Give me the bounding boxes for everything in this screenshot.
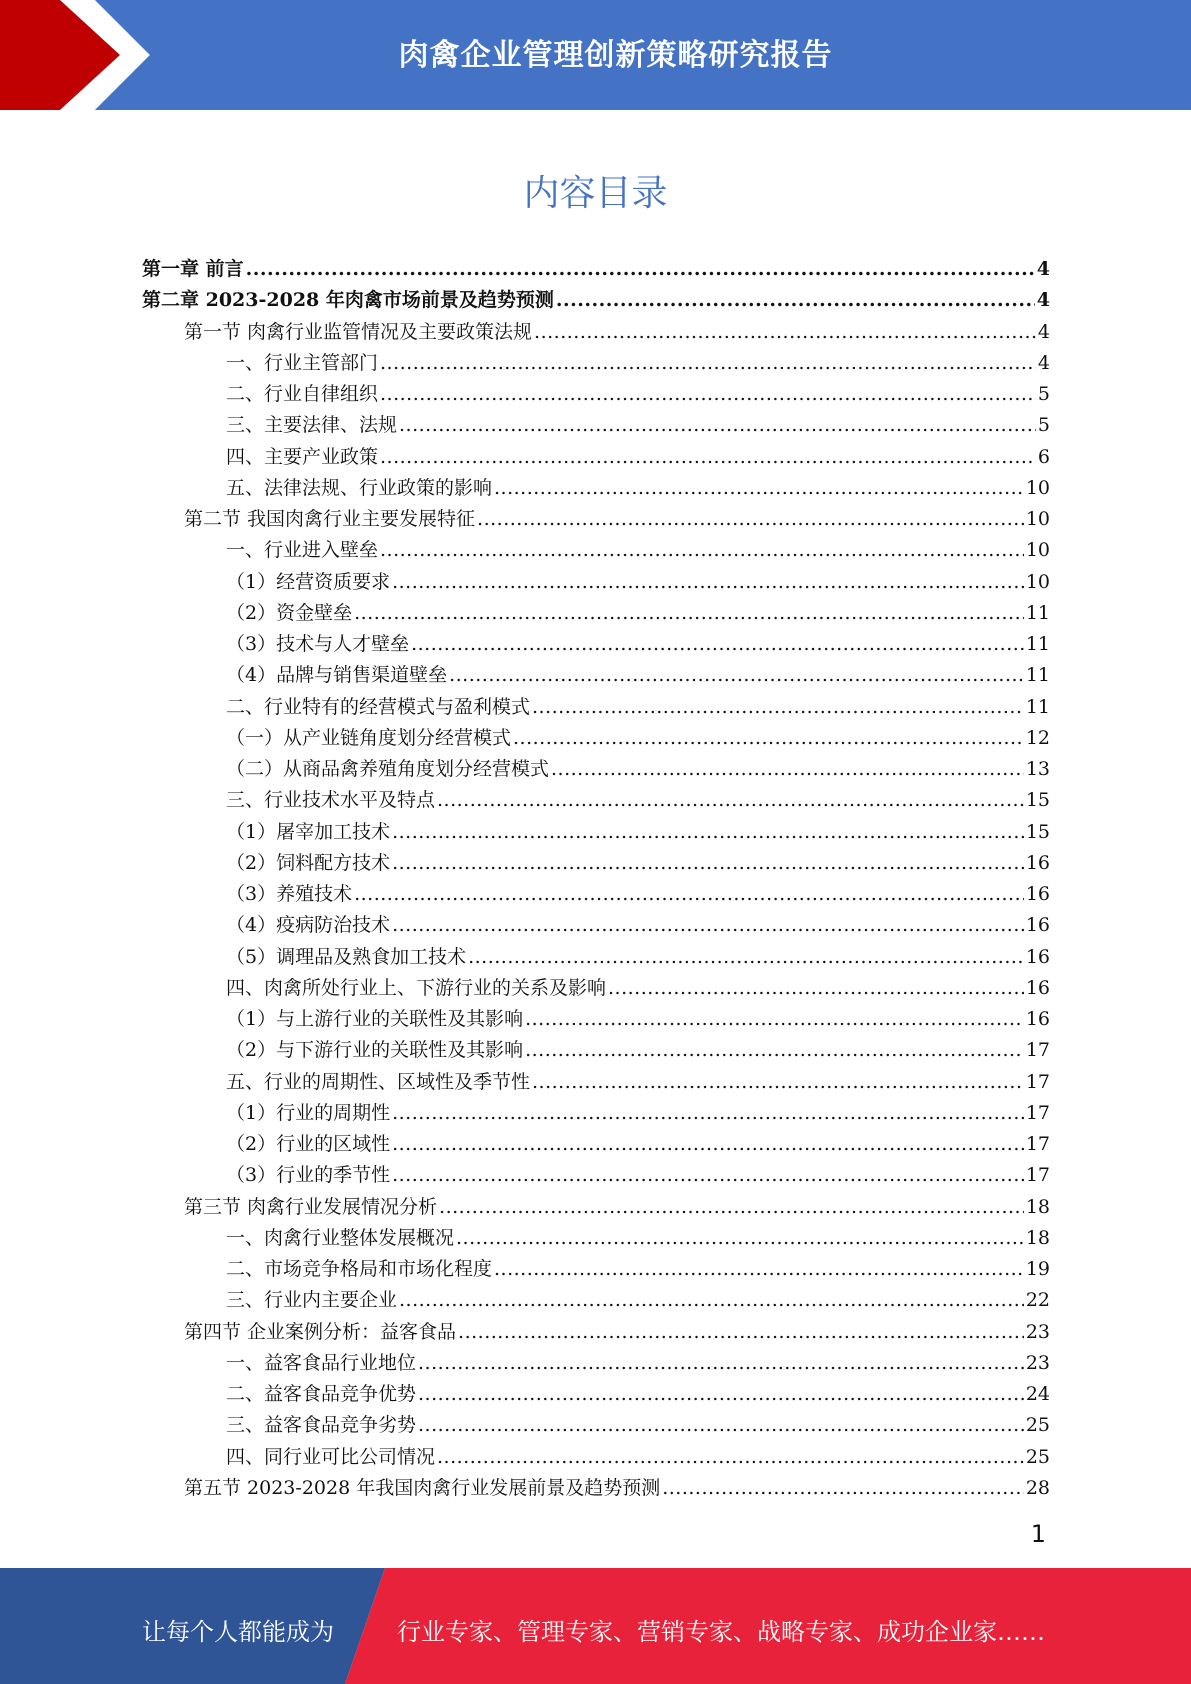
toc-entry[interactable] [142,285,1050,316]
toc-entry-label: （3）行业的季节性 [226,1164,391,1187]
toc-entry-label: 三、行业内主要企业 [226,1289,398,1312]
toc-entry-page: 10 [1025,508,1050,530]
toc-entry-page: 4 [1037,320,1050,343]
toc-entry-label: （2）饲料配方技术 [226,851,391,874]
toc-entry-label: 四、主要产业政策 [226,445,379,468]
toc-entry[interactable] [142,817,1050,848]
toc-dot-leader [494,473,1024,504]
toc-entry-label: 四、同行业可比公司情况 [226,1445,436,1468]
toc-entry-label: 一、行业进入壁垒 [226,539,379,562]
toc-entry-page: 10 [1025,476,1050,499]
toc-dot-leader [525,1004,1024,1035]
toc-entry-label: （4）疫病防治技术 [226,914,391,937]
toc-entry-label: （1）经营资质要求 [226,570,391,593]
toc-entry[interactable] [142,1004,1050,1035]
toc-entry[interactable] [142,1442,1050,1473]
toc-dot-leader [392,848,1024,879]
toc-entry[interactable] [142,1067,1050,1098]
footer-slogan-right: 行业专家、管理专家、营销专家、战略专家、成功企业家…… [397,1618,1045,1646]
toc-entry-page: 12 [1025,726,1050,749]
toc-entry-page: 13 [1025,758,1050,780]
toc-entry-page: 19 [1025,1258,1050,1280]
toc-entry-label: 五、行业的周期性、区域性及季节性 [226,1070,531,1093]
toc-entry[interactable] [142,473,1050,504]
toc-entry-page: 17 [1025,1070,1050,1093]
toc-dot-leader [418,1410,1024,1441]
toc-dot-leader [392,1129,1024,1160]
toc-dot-leader [380,348,1036,379]
toc-dot-leader [411,629,1024,660]
toc-entry[interactable] [142,942,1050,973]
toc-entry-page: 10 [1025,570,1050,593]
toc-entry-label: （3）养殖技术 [226,883,353,905]
toc-dot-leader [439,1192,1024,1223]
toc-entry-label: （二）从商品禽养殖角度划分经营模式 [226,758,550,780]
toc-entry-label: （3）技术与人才壁垒 [226,633,410,655]
toc-entry-label: 二、益客食品竞争优势 [226,1383,417,1405]
toc-entry[interactable] [142,785,1050,816]
toc-entry[interactable] [142,692,1050,723]
toc-entry[interactable] [142,504,1050,535]
toc-entry-label: 第五节 2023-2028 年我国肉禽行业发展前景及趋势预测 [184,1476,661,1499]
footer-slogan-left: 让每个人都能成为 [142,1618,334,1646]
toc-entry[interactable] [142,629,1050,660]
toc-dot-leader [608,973,1024,1004]
toc-dot-leader [392,1098,1024,1129]
table-of-contents [142,254,1050,1504]
toc-entry-label: 第四节 企业案例分析：益客食品 [184,1320,457,1343]
toc-entry-page: 17 [1025,1039,1050,1062]
toc-entry-page: 11 [1025,601,1050,624]
toc-entry[interactable] [142,1348,1050,1379]
toc-dot-leader [418,1348,1024,1379]
toc-entry-label: 第三节 肉禽行业发展情况分析 [184,1195,438,1218]
toc-entry-page: 16 [1025,851,1050,874]
toc-entry-label: 一、肉禽行业整体发展概况 [226,1226,455,1249]
toc-entry-label: 第一章 前言 [142,258,244,280]
toc-entry-label: （2）行业的区域性 [226,1133,391,1155]
toc-entry-page: 25 [1025,1445,1050,1468]
toc-entry-page: 15 [1025,820,1050,843]
toc-entry-page: 17 [1025,1133,1050,1155]
toc-dot-leader [551,754,1024,785]
toc-entry[interactable] [142,379,1050,410]
toc-entry-label: （一）从产业链角度划分经营模式 [226,726,512,749]
toc-entry-page: 15 [1025,789,1050,812]
toc-entry[interactable] [142,254,1050,285]
toc-dot-leader [380,535,1024,566]
toc-entry-page: 23 [1025,1351,1050,1374]
toc-dot-leader [246,254,1035,285]
toc-entry-page: 4 [1036,289,1050,312]
toc-entry-label: （2）与下游行业的关联性及其影响 [226,1039,524,1062]
toc-entry[interactable] [142,1035,1050,1066]
toc-entry-page: 16 [1025,1008,1050,1030]
toc-entry[interactable] [142,1160,1050,1191]
toc-entry-page: 17 [1025,1101,1050,1124]
toc-entry-page: 25 [1025,1414,1050,1437]
toc-entry-page: 16 [1025,945,1050,968]
toc-dot-leader [354,598,1024,629]
toc-entry[interactable] [142,973,1050,1004]
toc-entry-page: 23 [1025,1320,1050,1343]
toc-entry[interactable] [142,1285,1050,1316]
toc-entry-page: 11 [1025,695,1050,718]
toc-dot-leader [399,1285,1024,1316]
toc-entry[interactable] [142,535,1050,566]
report-title: 肉禽企业管理创新策略研究报告 [398,38,833,73]
toc-dot-leader [513,723,1024,754]
toc-entry-label: 二、行业自律组织 [226,383,379,405]
toc-dot-leader [437,785,1024,816]
toc-entry-page: 16 [1025,976,1050,999]
toc-dot-leader [392,817,1024,848]
toc-entry-label: 第二节 我国肉禽行业主要发展特征 [184,508,476,530]
toc-dot-leader [399,410,1036,441]
toc-entry[interactable] [142,598,1050,629]
toc-entry-label: 二、市场竞争格局和市场化程度 [226,1258,493,1280]
toc-entry-label: 第一节 肉禽行业监管情况及主要政策法规 [184,320,533,343]
toc-dot-leader [354,879,1024,910]
toc-dot-leader [380,379,1036,410]
toc-entry-label: 一、益客食品行业地位 [226,1351,417,1374]
toc-dot-leader [456,1223,1024,1254]
toc-entry-page: 4 [1037,351,1050,374]
toc-entry[interactable] [142,1192,1050,1223]
toc-dot-leader [477,504,1024,535]
toc-entry[interactable] [142,1223,1050,1254]
toc-dot-leader [556,285,1035,316]
toc-entry[interactable] [142,660,1050,691]
toc-entry[interactable] [142,1129,1050,1160]
toc-entry-page: 5 [1037,383,1050,405]
toc-dot-leader [662,1473,1024,1504]
toc-entry-page: 22 [1025,1289,1050,1312]
toc-entry[interactable] [142,754,1050,785]
toc-dot-leader [458,1317,1024,1348]
toc-entry-page: 17 [1025,1164,1050,1187]
toc-dot-leader [392,567,1024,598]
toc-entry[interactable] [142,1254,1050,1285]
page-footer [0,1568,1191,1684]
toc-dot-leader [380,442,1036,473]
toc-entry-page: 16 [1025,883,1050,905]
toc-entry-page: 6 [1037,445,1050,468]
toc-dot-leader [532,1067,1024,1098]
toc-entry[interactable] [142,348,1050,379]
toc-dot-leader [534,317,1036,348]
toc-entry[interactable] [142,1379,1050,1410]
toc-entry[interactable] [142,442,1050,473]
toc-entry[interactable] [142,1098,1050,1129]
toc-entry-label: 五、法律法规、行业政策的影响 [226,476,493,499]
toc-entry-label: 一、行业主管部门 [226,351,379,374]
toc-entry-label: （1）行业的周期性 [226,1101,391,1124]
toc-entry-label: 四、肉禽所处行业上、下游行业的关系及影响 [226,976,607,999]
toc-entry-label: 三、益客食品竞争劣势 [226,1414,417,1437]
toc-entry-label: （2）资金壁垒 [226,601,353,624]
toc-entry[interactable] [142,567,1050,598]
toc-dot-leader [392,1160,1024,1191]
toc-entry[interactable] [142,723,1050,754]
toc-dot-leader [525,1035,1024,1066]
toc-dot-leader [418,1379,1024,1410]
toc-entry-label: 二、行业特有的经营模式与盈利模式 [226,695,531,718]
toc-entry-label: （1）与上游行业的关联性及其影响 [226,1008,524,1030]
toc-entry-page: 28 [1025,1476,1050,1499]
toc-entry-page: 10 [1025,539,1050,562]
page-number: 1 [1030,1520,1046,1548]
toc-entry[interactable] [142,879,1050,910]
toc-entry-page: 16 [1025,914,1050,937]
toc-dot-leader [532,692,1024,723]
toc-entry-page: 4 [1036,258,1050,280]
toc-dot-leader [468,942,1024,973]
toc-entry-label: （5）调理品及熟食加工技术 [226,945,467,968]
report-header [0,0,1191,110]
toc-entry[interactable] [142,848,1050,879]
toc-entry-page: 18 [1025,1226,1050,1249]
toc-entry[interactable] [142,1473,1050,1504]
toc-entry-label: （1）屠宰加工技术 [226,820,391,843]
toc-dot-leader [449,660,1024,691]
toc-entry-page: 11 [1025,633,1050,655]
toc-entry-label: 三、主要法律、法规 [226,414,398,437]
toc-entry-label: 第二章 2023-2028 年肉禽市场前景及趋势预测 [142,289,554,312]
toc-entry[interactable] [142,1410,1050,1441]
toc-entry-page: 24 [1025,1383,1050,1405]
toc-dot-leader [437,1442,1024,1473]
toc-entry-page: 5 [1037,414,1050,437]
toc-entry[interactable] [142,1317,1050,1348]
toc-dot-leader [392,910,1024,941]
toc-dot-leader [494,1254,1024,1285]
toc-heading: 内容目录 [523,173,668,214]
toc-entry-page: 11 [1025,664,1050,687]
toc-entry-page: 18 [1025,1195,1050,1218]
toc-entry[interactable] [142,317,1050,348]
toc-entry-label: （4）品牌与销售渠道壁垒 [226,664,448,687]
toc-entry-label: 三、行业技术水平及特点 [226,789,436,812]
toc-entry[interactable] [142,410,1050,441]
toc-entry[interactable] [142,910,1050,941]
